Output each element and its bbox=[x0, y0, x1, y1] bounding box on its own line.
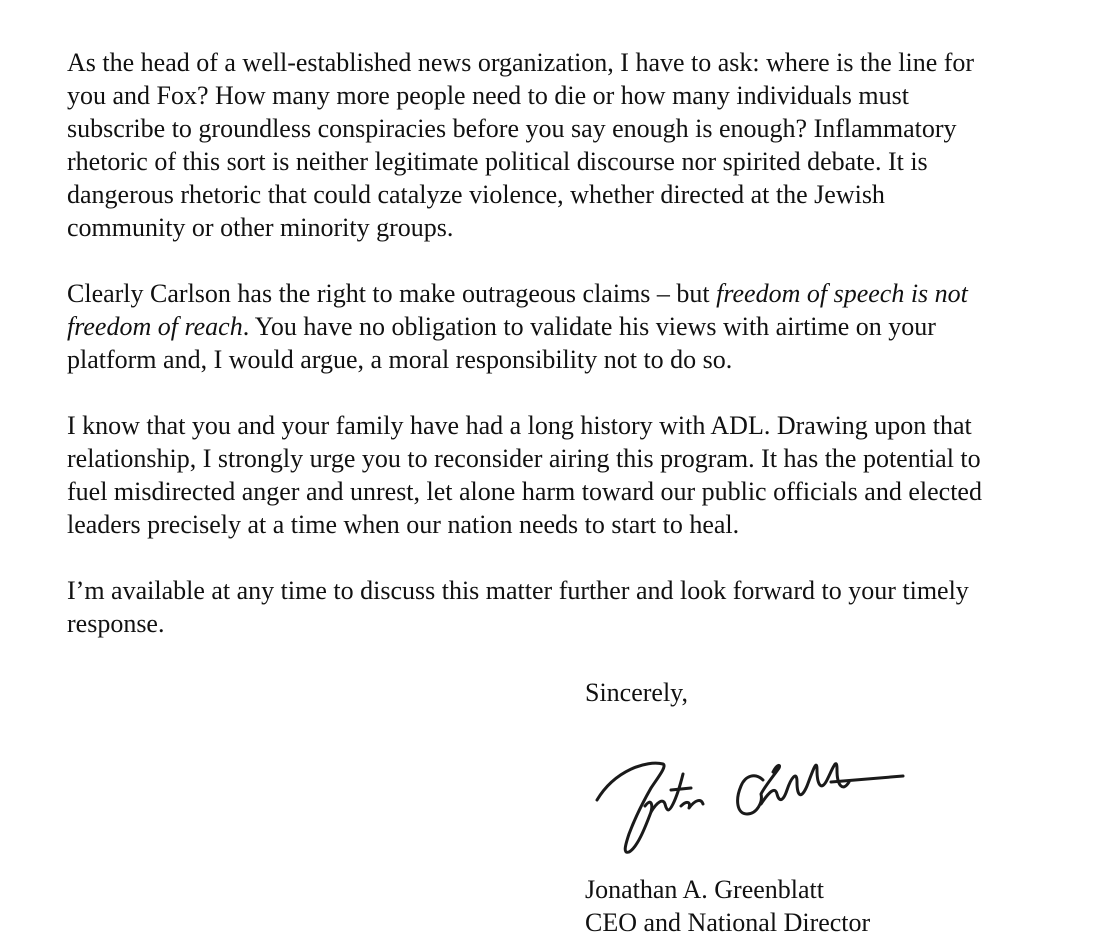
text-italic: freedom of speech is not bbox=[716, 279, 968, 308]
text-line: rhetoric of this sort is neither legitimate political discourse nor spirited debate. It is bbox=[67, 147, 928, 176]
text-plain: . You have no obligation to validate his views with airtime on your bbox=[242, 312, 936, 341]
text-plain: Clearly Carlson has the right to make outrageous claims – but bbox=[67, 279, 717, 308]
text-line: I’m available at any time to discuss this matter further and look forward to your timely bbox=[67, 576, 969, 605]
signer-title: CEO and National Director bbox=[585, 908, 871, 937]
text-line bbox=[67, 310, 1097, 343]
text-line: relationship, I strongly urge you to reconsider airing this program. It has the potential to bbox=[67, 444, 981, 473]
letter-body bbox=[67, 46, 1097, 673]
text-line: leaders precisely at a time when our nation needs to start to heal. bbox=[67, 510, 740, 539]
text-line: dangerous rhetoric that could catalyze violence, whether directed at the Jewish bbox=[67, 180, 885, 209]
text-line: subscribe to groundless conspiracies before you say enough is enough? Inflammatory bbox=[67, 114, 957, 143]
text-line: fuel misdirected anger and unrest, let alone harm toward our public officials and elected bbox=[67, 477, 982, 506]
paragraph-freedom-of-speech bbox=[67, 277, 1097, 376]
text-line: platform and, I would argue, a moral responsibility not to do so. bbox=[67, 345, 733, 374]
signer-block bbox=[585, 873, 870, 939]
paragraph-line-for-fox bbox=[67, 46, 1097, 244]
text-line: you and Fox? How many more people need to die or how many individuals must bbox=[67, 81, 909, 110]
text-line: I know that you and your family have had a long history with ADL. Drawing upon that bbox=[67, 411, 972, 440]
closing-salutation: Sincerely, bbox=[585, 678, 688, 707]
paragraph-availability bbox=[67, 574, 1097, 640]
text-italic: freedom of reach bbox=[67, 312, 243, 341]
text-line: community or other minority groups. bbox=[67, 213, 454, 242]
text-line bbox=[67, 277, 1097, 310]
text-line: response. bbox=[67, 609, 165, 638]
text-line: As the head of a well-established news organization, I have to ask: where is the line for bbox=[67, 48, 975, 77]
signer-name: Jonathan A. Greenblatt bbox=[585, 875, 824, 904]
handwritten-signature-icon bbox=[585, 742, 915, 860]
paragraph-adl-history bbox=[67, 409, 1097, 541]
